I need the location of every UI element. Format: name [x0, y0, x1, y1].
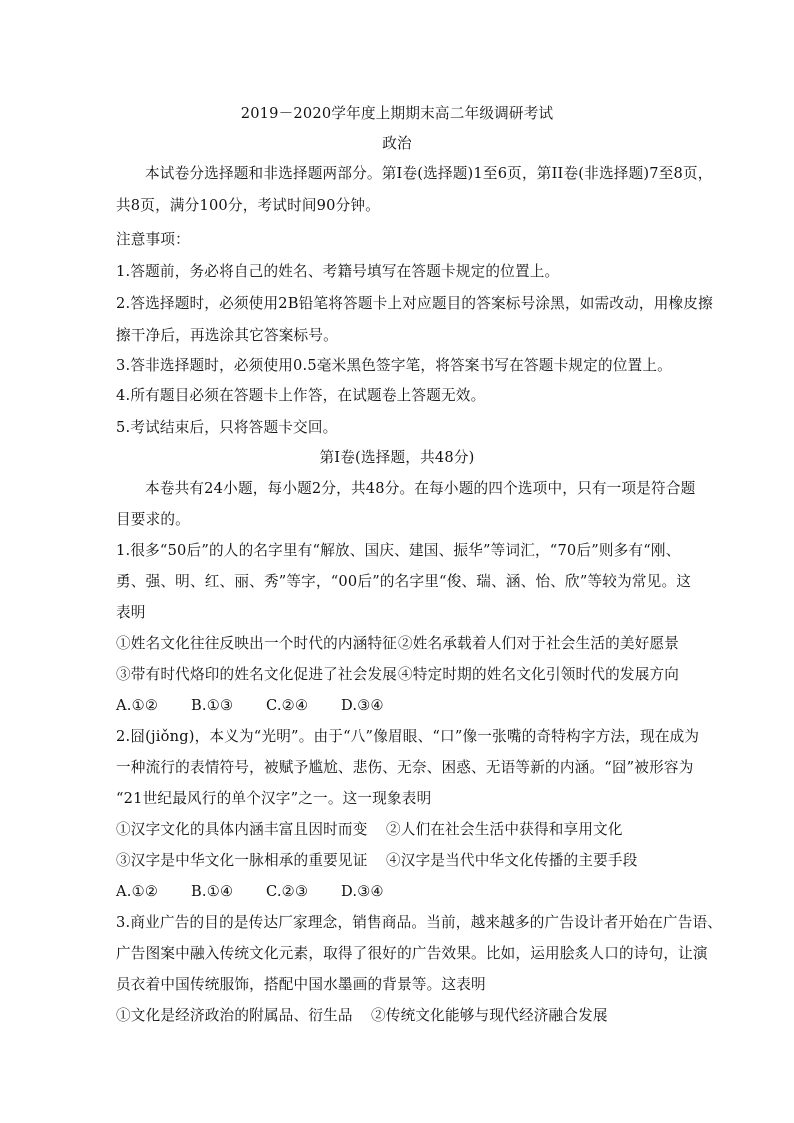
q2-stem-1: 2.囧(jiǒng)，本义为“光明”。由于“八”像眉眼、“口”像一张嘴的奇特构字方法，现在成为	[116, 728, 700, 745]
q2-stem-3: “21世纪最风行的单个汉字”之一。这一现象表明	[116, 790, 432, 807]
q1-option-row-2	[116, 665, 686, 685]
note-item-5: 5.考试结束后，只将答题卡交回。	[116, 419, 338, 436]
note-item-4: 4.所有题目必须在答题卡上作答，在试题卷上答题无效。	[116, 387, 486, 404]
q3-option-row-1	[116, 1006, 686, 1026]
intro-line-2: 共8页，满分100分，考试时间90分钟。	[116, 197, 381, 214]
q2-option-2: ②人们在社会生活中获得和享用文化	[386, 821, 623, 838]
q1-stem-1: 1.很多“50后”的人的名字里有“解放、国庆、建国、振华”等词汇，“70后”则多有“刚、	[116, 542, 681, 559]
note-item-2-cont: 擦干净后，再选涂其它答案标号。	[116, 327, 338, 344]
q1-stem-3: 表明	[116, 604, 146, 621]
intro-line-1: 本试卷分选择题和非选择题两部分。第Ⅰ卷(选择题)1至6页，第II卷(非选择题)7至8页，	[145, 165, 713, 182]
q1-choice-b: B.①③	[191, 697, 234, 714]
q1-stem-2: 勇、强、明、红、丽、秀”等字，“00后”的名字里“俊、瑞、涵、怡、欣”等较为常见。这	[116, 573, 692, 590]
q2-choice-d: D.③④	[341, 883, 384, 900]
q2-choice-b: B.①④	[191, 883, 234, 900]
q3-option-1: ①文化是经济政治的附属品、衍生品	[116, 1007, 353, 1024]
section-instructions-2: 目要求的。	[116, 511, 190, 528]
q2-option-1: ①汉字文化的具体内涵丰富且因时而变	[116, 821, 368, 838]
q1-option-3: ③带有时代烙印的姓名文化促进了社会发展	[116, 666, 398, 683]
q2-option-row-2	[116, 851, 686, 871]
note-item-2: 2.答选择题时，必须使用2B铅笔将答题卡上对应题目的答案标号涂黑，如需改动，用橡皮擦	[116, 295, 713, 312]
exam-title: 2019－2020学年度上期期末高二年级调研考试	[240, 105, 554, 122]
subject-title: 政治	[382, 135, 412, 152]
q1-option-2: ②姓名承载着人们对于社会生活的美好愿景	[398, 635, 680, 652]
notes-heading: 注意事项：	[116, 231, 190, 248]
q1-choice-c: C.②④	[266, 697, 309, 714]
q2-option-4: ④汉字是当代中华文化传播的主要手段	[386, 852, 638, 869]
q1-choice-d: D.③④	[341, 697, 384, 714]
q3-stem-1: 3.商业广告的目的是传达厂家理念，销售商品。当前，越来越多的广告设计者开始在广告语、	[116, 914, 723, 931]
q3-stem-3: 员衣着中国传统服饰，搭配中国水墨画的背景等。这表明	[116, 976, 486, 993]
note-item-3: 3.答非选择题时，必须使用0.5毫米黑色签字笔，将答案书写在答题卡规定的位置上。	[116, 357, 672, 374]
q1-option-row-1	[116, 634, 686, 654]
q3-option-2: ②传统文化能够与现代经济融合发展	[371, 1007, 608, 1024]
q2-choice-a: A.①②	[116, 883, 159, 900]
q1-choices	[116, 696, 686, 716]
section-instructions-1: 本卷共有24小题，每小题2分，共48分。在每小题的四个选项中，只有一项是符合题	[145, 480, 696, 497]
q1-choice-a: A.①②	[116, 697, 159, 714]
q2-option-3: ③汉字是中华文化一脉相承的重要见证	[116, 852, 368, 869]
note-item-1: 1.答题前，务必将自己的姓名、考籍号填写在答题卡规定的位置上。	[116, 263, 560, 280]
q2-choices	[116, 882, 686, 902]
q2-stem-2: 一种流行的表情符号，被赋予尴尬、悲伤、无奈、困惑、无语等新的内涵。“囧”被形容为	[116, 759, 694, 776]
q2-choice-c: C.②③	[266, 883, 309, 900]
q1-option-4: ④特定时期的姓名文化引领时代的发展方向	[398, 666, 680, 683]
q2-option-row-1	[116, 820, 686, 840]
q1-option-1: ①姓名文化往往反映出一个时代的内涵特征	[116, 635, 398, 652]
q3-stem-2: 广告图案中融入传统文化元素，取得了很好的广告效果。比如，运用脍炙人口的诗句，让演	[116, 945, 708, 962]
section-title: 第Ⅰ卷(选择题，共48分)	[319, 449, 475, 466]
